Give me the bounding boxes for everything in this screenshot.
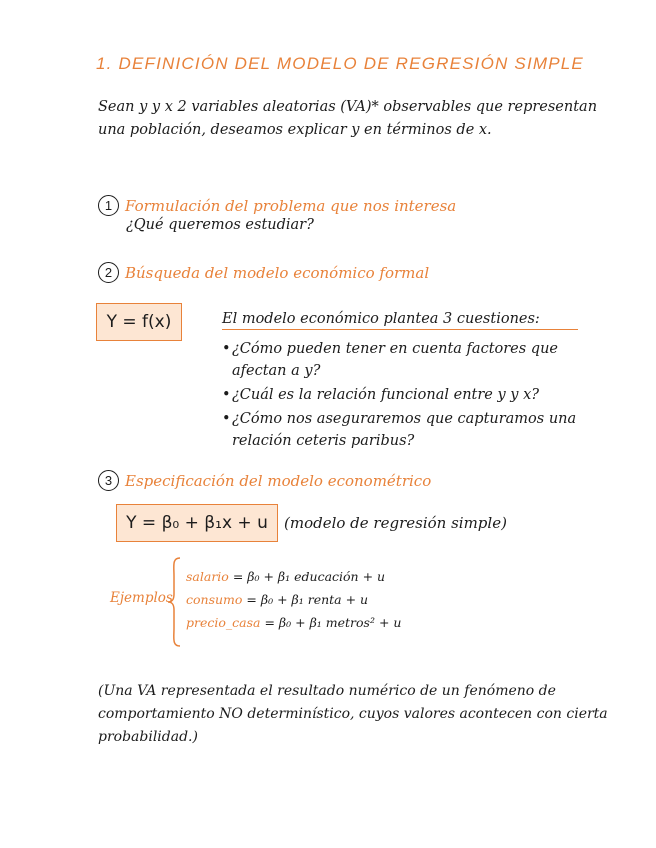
- example-row: [186, 565, 401, 588]
- example-equation: = β₀ + β₁ metros² + u: [264, 615, 402, 630]
- economic-model-heading: El modelo económico plantea 3 cuestiones:: [222, 311, 578, 330]
- question-item: • ¿Cómo pueden tener en cuenta factores que afectan a y?: [222, 338, 612, 382]
- section-1-heading: [98, 195, 456, 216]
- section-1-title: Formulación del problema que nos interesa: [125, 196, 457, 215]
- section-2-number: 2: [98, 262, 119, 283]
- section-1-number: 1: [98, 195, 119, 216]
- example-row: [186, 588, 401, 611]
- question-item: • ¿Cómo nos aseguraremos que capturamos una relación ceteris paribus?: [222, 408, 612, 452]
- section-3-title: Especificación del modelo econométrico: [125, 471, 432, 490]
- question-item: • ¿Cuál es la relación funcional entre y y x?: [222, 384, 612, 406]
- example-equation: = β₀ + β₁ renta + u: [246, 592, 369, 607]
- section-3-heading: [98, 470, 431, 491]
- example-variable: salario: [186, 569, 229, 584]
- page-title: 1. DEFINICIÓN DEL MODELO DE REGRESIÓN SIMPLE: [96, 54, 584, 73]
- econometric-model-formula-box: Y = β₀ + β₁x + u: [116, 504, 278, 542]
- section-1-question: ¿Qué queremos estudiar?: [126, 217, 314, 233]
- example-variable: consumo: [186, 592, 243, 607]
- examples-list: [186, 565, 401, 634]
- intro-paragraph: Sean y y x 2 variables aleatorias (VA)* observables que representan una población, deseamos explicar y en términos de x.: [98, 99, 598, 138]
- example-variable: precio_casa: [186, 615, 261, 630]
- econometric-model-note: (modelo de regresión simple): [284, 514, 507, 532]
- example-equation: = β₀ + β₁ educación + u: [232, 569, 386, 584]
- section-2-heading: [98, 262, 429, 283]
- footnote: (Una VA representada el resultado numérico de un fenómeno de comportamiento NO determinístico, cuyos valores acontecen con cierta probabilidad.): [98, 683, 608, 745]
- curly-brace-icon: [166, 556, 184, 648]
- economic-model-questions: [222, 338, 612, 454]
- section-2-title: Búsqueda del modelo económico formal: [125, 263, 430, 282]
- section-3-number: 3: [98, 470, 119, 491]
- examples-label: Ejemplos: [110, 590, 173, 606]
- example-row: [186, 611, 401, 634]
- economic-model-formula-box: Y = f(x): [96, 303, 182, 341]
